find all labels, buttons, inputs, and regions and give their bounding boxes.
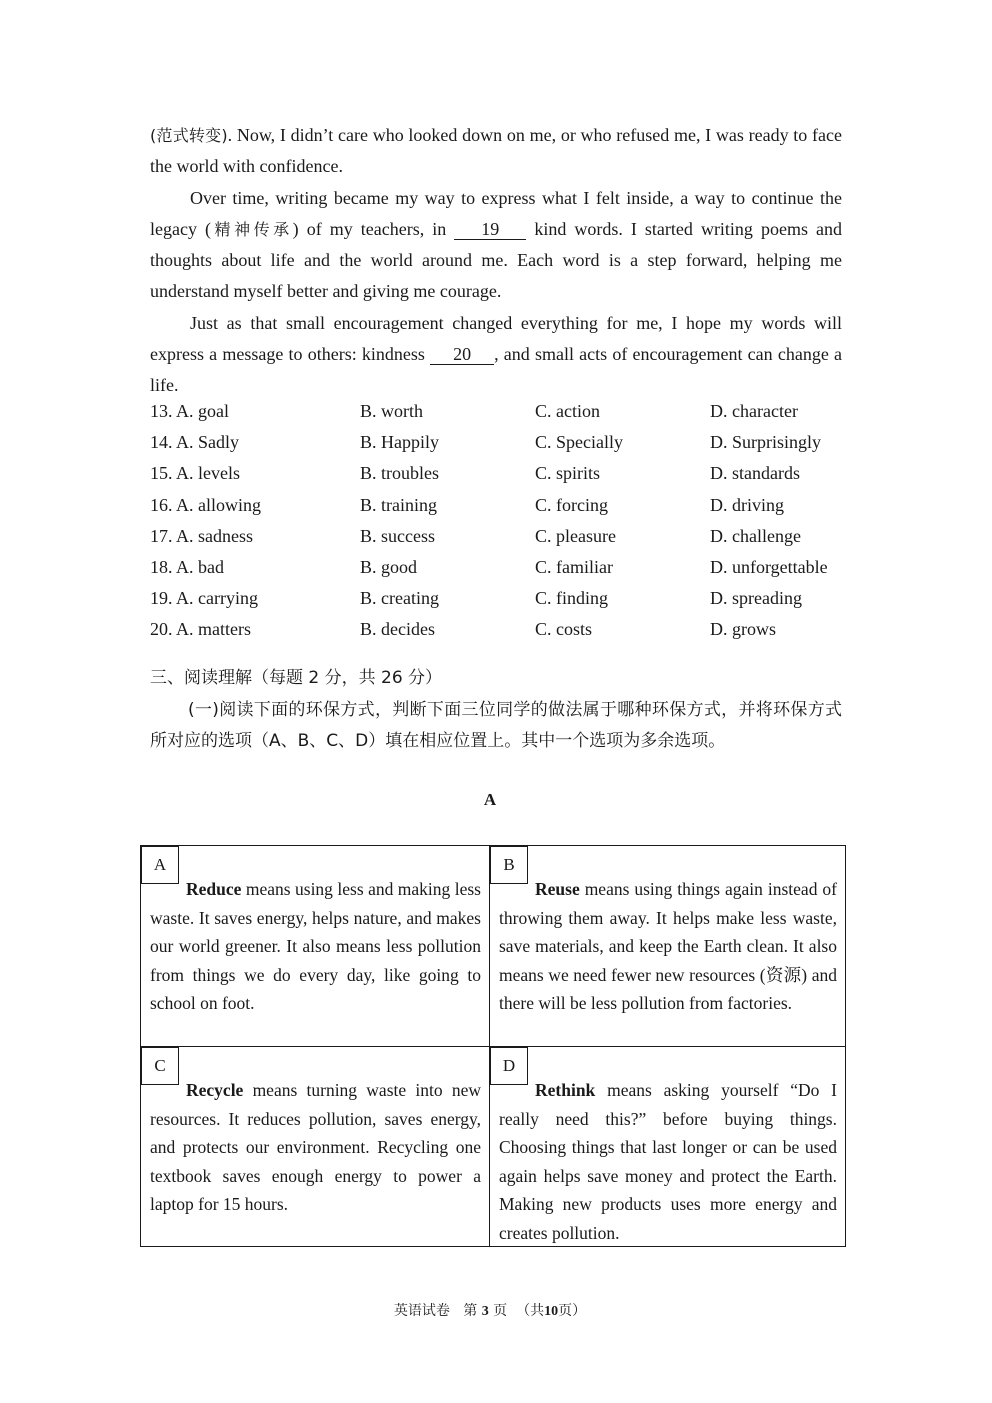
total-pages: 10 bbox=[544, 1304, 559, 1319]
option-a: 13. A. goal bbox=[150, 401, 229, 421]
option-d: D. spreading bbox=[710, 588, 802, 609]
blank-20: 20 bbox=[430, 344, 494, 365]
question-row bbox=[150, 432, 850, 463]
option-b: B. decides bbox=[360, 619, 435, 640]
option-a: 17. A. sadness bbox=[150, 525, 253, 546]
option-d: D. unforgettable bbox=[710, 556, 828, 577]
option-b: B. troubles bbox=[360, 463, 439, 484]
option-a: 20. A. matters bbox=[150, 619, 251, 640]
option-d: D. Surprisingly bbox=[710, 432, 822, 453]
method-term: Rethink bbox=[535, 1080, 596, 1100]
option-c: C. forcing bbox=[535, 494, 608, 515]
method-box-c bbox=[141, 1047, 490, 1246]
option-b: B. training bbox=[360, 494, 437, 515]
method-box-a bbox=[141, 846, 490, 1047]
option-d: D. challenge bbox=[710, 525, 801, 546]
option-a: 18. A. bad bbox=[150, 556, 224, 577]
question-row bbox=[150, 588, 850, 619]
question-row bbox=[150, 463, 850, 494]
passage-paragraph-3: Just as that small encouragement changed everything for me, I hope my words will express a message to others: kindness 20 , and small acts of encouragement can change a life. bbox=[150, 312, 842, 396]
passage-text bbox=[150, 120, 842, 402]
option-d: D. grows bbox=[710, 619, 776, 640]
page-number: 3 bbox=[481, 1304, 489, 1319]
question-row bbox=[150, 495, 850, 526]
option-b: B. Happily bbox=[360, 432, 439, 453]
passage-paragraph-1: (范式转变). Now, I didn’t care who looked down on me, or who refused me, I was ready to face the world with confidence. bbox=[150, 125, 842, 177]
blank-19: 19 bbox=[454, 219, 526, 240]
option-letter: B bbox=[490, 846, 528, 884]
option-c: C. familiar bbox=[535, 556, 613, 577]
option-d: D. driving bbox=[710, 494, 784, 515]
option-c: C. spirits bbox=[535, 463, 601, 484]
option-b: B. good bbox=[360, 556, 418, 577]
method-description: Reduce means using less and making less waste. It saves energy, helps nature, and makes our world greener. It also means less pollution from things we do every day, like going to school on foot. bbox=[150, 879, 481, 1014]
question-row bbox=[150, 401, 850, 432]
section-heading: 三、阅读理解（每题 2 分，共 26 分） bbox=[150, 668, 443, 688]
option-c: C. finding bbox=[535, 588, 609, 609]
question-row bbox=[150, 557, 850, 588]
method-box-d bbox=[490, 1047, 845, 1246]
option-b: B. worth bbox=[360, 401, 423, 421]
option-b: B. creating bbox=[360, 588, 439, 609]
option-a: 15. A. levels bbox=[150, 463, 240, 484]
cn-gloss: (范式转变) bbox=[150, 126, 228, 145]
option-c: C. costs bbox=[535, 619, 593, 640]
eco-methods-table bbox=[140, 845, 846, 1247]
page-footer: 英语试卷 第 3 页 （共10页） bbox=[393, 1303, 587, 1319]
option-letter: A bbox=[141, 846, 179, 884]
options-list bbox=[150, 401, 850, 651]
method-term: Reuse bbox=[535, 879, 580, 899]
method-description: Reuse means using things again instead of throwing them away. It helps make less waste, save materials, and keep the Earth clean. It also means we need fewer new resources (资源) and there will be less pollution from factories. bbox=[499, 879, 837, 1014]
method-box-b bbox=[490, 846, 845, 1047]
option-d: D. character bbox=[710, 401, 798, 421]
question-row bbox=[150, 619, 850, 650]
option-letter: C bbox=[141, 1047, 179, 1085]
option-c: C. pleasure bbox=[535, 525, 616, 546]
section-instruction: (一)阅读下面的环保方式，判断下面三位同学的做法属于哪种环保方式，并将环保方式所对应的选项（A、B、C、D）填在相应位置上。其中一个选项为多余选项。 bbox=[150, 700, 842, 751]
method-term: Recycle bbox=[186, 1080, 244, 1100]
passage-label: A bbox=[483, 790, 497, 809]
option-a: 16. A. allowing bbox=[150, 494, 261, 515]
passage-paragraph-2: Over time, writing became my way to express what I felt inside, a way to continue the legacy (精神传承) of my teachers, in 19 kind words. I started writing poems and thoughts about life and the world around me. Each word is a step forward, helping me understand myself better and giving me courage. bbox=[150, 187, 842, 302]
cn-gloss: 精神传承 bbox=[211, 219, 293, 239]
option-letter: D bbox=[490, 1047, 528, 1085]
option-a: 14. A. Sadly bbox=[150, 432, 240, 453]
option-d: D. standards bbox=[710, 463, 800, 484]
method-description: Rethink means asking yourself “Do I really need this?” before buying things. Choosing things that last longer or can be used again helps save money and protect the Earth. Making new products uses more energy and creates pollution. bbox=[499, 1080, 837, 1243]
option-b: B. success bbox=[360, 525, 435, 546]
option-a: 19. A. carrying bbox=[150, 588, 258, 609]
method-term: Reduce bbox=[186, 879, 242, 899]
option-c: C. action bbox=[535, 401, 600, 421]
footer-subject: 英语试卷 bbox=[393, 1303, 450, 1319]
option-c: C. Specially bbox=[535, 432, 623, 453]
question-row bbox=[150, 526, 850, 557]
method-description: Recycle means turning waste into new resources. It reduces pollution, saves energy, and protects our environment. Recycling one textbook saves enough energy to power a laptop for 15 hours. bbox=[150, 1080, 481, 1215]
